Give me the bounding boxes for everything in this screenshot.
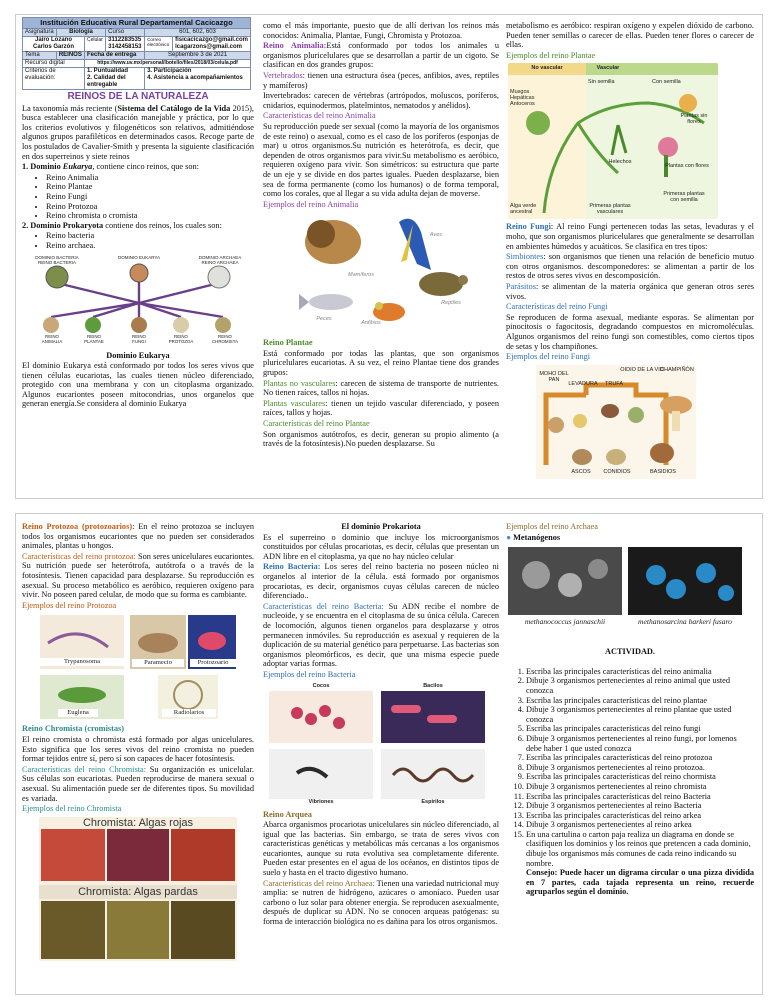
list-item: 13. Escriba las principales características del reino arkea: [526, 811, 754, 821]
label-helechos: Helechos: [608, 159, 632, 166]
label-plantas-con-flores: Plantas con flores: [665, 163, 709, 170]
list-item: • Reino Protozoa: [46, 202, 254, 212]
page1-column-3: [506, 21, 754, 492]
list-item: 14. Dibuje 3 organismos pertenecientes al reino arkea: [526, 820, 754, 830]
criterio-2: 2. Calidad del entregable: [87, 75, 126, 88]
archaea-examples-title: Ejemplos del reino Archaea: [506, 522, 598, 531]
recurso-link[interactable]: https://www.uv.mx/personal/lbotello/files/2018/03/celula.pdf: [85, 60, 251, 68]
document-title: REINOS DE LA NATURALEZA: [67, 91, 209, 102]
animalia-text: Está conformado por todos los animales u organismos pluricelulares que se desarrollan a partir de un cigoto. Se clasifican en dos grandes grupos:: [263, 41, 499, 70]
label-espirilos: Espirilos: [421, 798, 445, 805]
plantas-vasc-label: Plantas vasculares: [263, 398, 326, 408]
protozoa-figure: [38, 613, 238, 721]
archaea-caption-1: methanococcus jannaschii: [524, 617, 606, 627]
label-primeras-semilla: Primeras plantas con semilla: [663, 191, 705, 204]
bacteria-paragraph: [263, 562, 499, 600]
archaea-char-label: Características del reino Archaea:: [263, 878, 375, 888]
list-item: 1. Escriba las principales características del reino animalia: [526, 667, 754, 677]
criterios-label: Criterios de evaluación:: [23, 68, 85, 90]
teachers: Jairo Lozano Carlos Garzón: [23, 37, 85, 52]
curso-label: Curso: [106, 29, 145, 37]
plants-figure: [508, 63, 718, 219]
label-vascular: Vascular: [596, 65, 620, 72]
label-conidios: CONIDIOS: [603, 468, 631, 475]
activity-list: [506, 667, 754, 868]
animalia-title: Reino Animalia:: [263, 41, 327, 51]
archaea-char-paragraph: [263, 879, 499, 927]
plantas-vasculares: [263, 399, 499, 418]
domain1-name: Eukarya: [62, 162, 93, 172]
simbiontes-text: : son organismos que tienen una relación de beneficio mutuo con otros organismos. descomponedores: se alimentan a partir de los restos de otros seres vivos en descomposición.: [506, 252, 754, 281]
label-moho: MOHO DEL PAN: [539, 370, 569, 383]
recurso-label: Recurso digital: [23, 60, 85, 68]
archaea-figure: [506, 545, 744, 629]
page1-column-2: [263, 21, 499, 492]
protozoa-examples-title: Ejemplos del reino Protozoa: [22, 600, 117, 610]
fungi-char-paragraph: Se reproducen de forma asexual, mediante esporas. Se alimentan por pinocitosis o fagocitosis, degradando compuestos en micromoléculas. Algunos organismos del reino fungi son comestibles, como ciertos tipos de setas y los champiñones.: [506, 312, 754, 351]
list-item: 9. Escriba las principales características del reino chormista: [526, 772, 754, 782]
list-item: 4. Dibuje 3 organismos pertenecientes al reino plantae que usted conozca: [526, 705, 754, 724]
label-sin-semilla: Sin semilla: [588, 79, 615, 86]
label-peces: Peces: [316, 316, 332, 323]
label-musgos: Musgos Hepáticas Antoceros: [510, 89, 535, 108]
archaea-caption-2: methanosarcina barkeri fusaro: [638, 617, 732, 627]
label-aves: Aves: [429, 232, 443, 239]
plantae-char-title: Características del reino Plantae: [263, 419, 370, 429]
page1-column-1: [22, 17, 254, 492]
label-cocos: Cocos: [312, 682, 330, 689]
bacteria-figure: [267, 683, 487, 807]
consejo-note: Consejo: Puede hacer un digrama circular o una pizza dividida en 7 partes, cada tajada representa un reino, recuerde agruparlos según el dominio.: [526, 868, 754, 897]
asignatura-value: Biología: [56, 29, 105, 37]
list-item: 6. Dibuje 3 organismos pertenecientes al reino fungi, por lomenos debe haber 1 que usted conozca: [526, 734, 754, 753]
list-item: 12. Dibuje 3 organismos pertenecientes al reino Bacteria: [526, 801, 754, 811]
label-champinon: CHAMPIÑÓN: [660, 366, 694, 373]
label-ascos: ASCOS: [571, 468, 591, 475]
protozoa-title: Reino Protozoa (protozoarios): [22, 522, 133, 531]
list-item: 2. Dibuje 3 organismos pertenecientes al reino animal que usted conozca: [526, 676, 754, 695]
list-item: 10. Dibuje 3 organismos pertenecientes al reino chromista: [526, 782, 754, 792]
fungi-paragraph: [506, 222, 754, 251]
institution-name: Institución Educativa Rural Departamental Cacicazgo: [23, 18, 251, 29]
bacteria-char-text: Su ADN recibe el nombre de nucleoide, y se encuentra en el citoplasma de su única célula. Carecen de locomoción, algunos tienen organelos para desplazarse y otros permanecen inmóviles. Su reproducción es asexual y requieren de la duplicación de su material genético para perpetuarse. Las bacterias son organismos pleomórficos, es decir, que una misma especie puede adoptar varias formas.: [263, 601, 499, 669]
chromista-char-text: Su organización es unicelular. Sus células son eucariotas. Pueden reproducirse de manera sexual o asexual. Su alimentación puede ser de diferentes tipos. Su movilidad es variada.: [22, 764, 254, 803]
fungi-figure: [536, 365, 696, 479]
bacteria-illustration: [267, 683, 487, 807]
list-item: 3. Escriba las principales características del reino plantae: [526, 696, 754, 706]
protozoa-char-label: Características del reino protozoa:: [22, 551, 136, 561]
label-trufa: TRUFA: [604, 380, 624, 387]
prokaryota-paragraph: Es el superreino o dominio que incluye los microorganismos constituidos por células procariotas, es decir, células que presentan un ADN libre en el citoplasma, ya que no hay núcleo celular: [263, 532, 499, 561]
animals-figure: [281, 212, 481, 334]
tree-label-fungi: REINO FUNGI: [132, 333, 146, 344]
archaea-bullet-text: Metanógenos: [513, 532, 561, 542]
plantas-no-vasc-label: Plantas no vasculares: [263, 378, 336, 388]
animalia-paragraph: [263, 41, 499, 70]
prokaryota-kingdom-list: [22, 231, 254, 250]
plantae-char-paragraph: Son organismos autótrofos, es decir, generan su propio alimento (a través de la fotosíntesis).No pueden desplazarse. Su: [263, 429, 499, 449]
protozoa-text: : En el reino protozoa se incluyen todos los organismos eucariontes que no pueden ser considerados animales, plantas u hongos.: [22, 522, 254, 551]
fungi-char-title: Características del reino Fungi: [506, 302, 608, 312]
archaea-paragraph: Abarca organismos procariotas unicelulares sin núcleo diferenciado, al igual que las bacterias. Sin embargo, se trata de seres vivos con características genéticas y metabólicas más cercanas a los organismos eucariontes, aunque su ruta evolutiva sea completamente diferente. Pueden estar presentes en el agua de los océanos, en distintos tipos de suelo y hasta en el tracto digestivo humano.: [263, 820, 499, 878]
prokaryota-title: El dominio Prokariota: [341, 522, 421, 531]
eukarya-paragraph: El dominio Eukarya está conformado por todos los seres vivos que tienen células eucariotas, las cuales tienen núcleo diferenciado, protegido con una membrana y con un citoplasma organizado. Algunos eucariontes poseen mitocondrias, unos organelos que generan energía.Se considera al dominio Eukarya: [22, 361, 254, 409]
tree-label-eukarya: DOMINIO EUKARYA: [117, 254, 161, 260]
label-vibriones: Vibriones: [308, 798, 334, 805]
protozoa-illustration: [38, 613, 238, 721]
bacteria-char-label: Características del reino Bacteria:: [263, 601, 384, 611]
label-no-vascular: No vascular: [531, 65, 563, 72]
eukarya-section-title: Dominio Eukarya: [106, 350, 170, 360]
bacteria-text: Los seres del reino bacteria no poseen núcleo ni organelos al interior de la célula. está formado por organismos procariotas, es decir, organismos cuyas células carecen de núcleo diferenciado..: [263, 562, 499, 601]
label-primeras-vasculares: Primeras plantas vasculares: [589, 203, 631, 216]
fungi-title: Reino Fungi: [506, 222, 551, 232]
page2-column-2: [263, 522, 499, 988]
simbiontes-label: Simbiontes: [506, 252, 544, 262]
list-item: • Reino bacteria: [46, 231, 254, 241]
list-item: 7. Escriba las principales características del reino protozoa: [526, 753, 754, 763]
criterio-1: 1. Puntualidad: [87, 68, 129, 74]
domain-tree-figure: [29, 255, 247, 347]
plantas-no-vasculares: [263, 379, 499, 398]
simbiontes-paragraph: [506, 252, 754, 281]
label-reptiles: Reptiles: [441, 300, 461, 307]
col3-intro: metabolismo es aeróbico: respiran oxígeno y expelen dióxido de carbono. Pueden tener semillas o carecer de ellas. Pueden tener flores o carecer de ellas.: [506, 21, 754, 50]
tree-label-plantae: REINO PLANTAE: [84, 333, 104, 344]
archaea-char-text: Tienen una variedad nutricional muy amplia: se nutren de hidrógeno, azúcares o amoníaco. Pueden usar carbono o luz solar para obtener energía. Se reproducen asexualmente, después de duplicar su ADN. No se conocen arqueas patógenas: su forma de interacción biológica no es dañina para los otros organismos.: [263, 878, 499, 927]
tree-label-bacteria: DOMINIO BACTERIA REINO BACTERIA: [35, 254, 79, 265]
page-1: [15, 14, 763, 499]
label-radiolarios: Radiolarios: [162, 709, 216, 717]
fecha-label: Fecha de entrega: [85, 52, 145, 60]
tema-value: REINOS: [56, 52, 84, 60]
animalia-char-title: Características del reino Animalia: [263, 111, 376, 121]
plantae-examples-title: Ejemplos del reino Plantae: [506, 50, 596, 60]
label-alga-verde: Alga verde ancestral: [510, 203, 537, 216]
animalia-examples-title: Ejemplos del reino Animalia: [263, 199, 359, 209]
label-bacilos: Bacilos: [423, 682, 443, 689]
curso-value: 601, 602, 603: [145, 29, 251, 37]
label-mamiferos: Mamíferos: [348, 272, 374, 279]
label-protozoario: Protozoario: [190, 659, 236, 667]
eukarya-kingdom-list: [22, 173, 254, 221]
chromista-figure: [39, 817, 237, 961]
chromista-char-paragraph: [22, 765, 254, 803]
label-euglena: Euglena: [58, 709, 98, 717]
label-algas-rojas: Chromista: Algas rojas: [82, 816, 194, 829]
label-trypanosoma: Trypanosoma: [40, 658, 124, 666]
tree-label-chromista: REINO CHROMISTA: [211, 333, 239, 344]
list-item: • Reino archaea.: [46, 241, 254, 251]
domain1-label: 1. Dominio: [22, 162, 63, 172]
list-item: 11. Escriba las principales características del reino Bacteria: [526, 792, 754, 802]
tema-label: Tema: [23, 52, 57, 60]
phones: 3112283535 3142458153: [106, 37, 145, 52]
protozoa-paragraph: [22, 522, 254, 551]
emails: fisicacicazgo@gmail.com lcagarzons@gmail.com: [173, 37, 251, 52]
archaea-bullet: [506, 533, 754, 543]
plantae-title: Reino Plantae: [263, 338, 313, 348]
page-2: [15, 513, 763, 995]
criterio-4: 4. Asistencia a acompañamientos: [147, 75, 243, 81]
plantas-vasc-text: : tienen un tejido vascular diferenciado, y poseen raíces, tallos y hojas.: [263, 398, 499, 418]
list-item: • Reino chromista o cromista: [46, 211, 254, 221]
protozoa-char-paragraph: [22, 552, 254, 600]
label-basidios: BASIDIOS: [650, 468, 676, 475]
col2-intro: como el más importante, puesto que de allí derivan los reinos más conocidos: Animalia, Plantae, Fungi, Chromista y Protozoa.: [263, 21, 499, 40]
label-algas-pardas: Chromista: Algas pardas: [39, 885, 237, 899]
celular-label: Celular: [85, 37, 106, 52]
plantae-paragraph: Está conformado por todas las plantas, que son organismos pluricelulares eucariotas. A su vez, el reino Plantae tiene dos grandes grupos:: [263, 348, 499, 378]
chromista-char-label: Características del reino Chromista:: [22, 764, 147, 774]
vertebrados-paragraph: [263, 71, 499, 90]
plantas-no-vasc-text: : carecen de sistema de transporte de nutrientes. No tienen raíces, tallos ni hojas.: [263, 378, 499, 398]
page2-column-1: [22, 522, 254, 988]
list-item: • Reino Plantae: [46, 182, 254, 192]
invertebrados-paragraph: Invertebrados: carecen de vértebras (artrópodos, moluscos, poríferos, cnidarios, equinodermos, platelmintos, nematodos y anélidos).: [263, 91, 499, 110]
chromista-examples-title: Ejemplos del reino Chromista: [22, 804, 122, 814]
page2-column-3: [506, 522, 754, 988]
correo-label: Correo electrónico: [145, 37, 173, 52]
animalia-char-paragraph: Su reproducción puede ser sexual (como la mayoría de los organismos de este reino) o asexual, como es el caso de los poríferos (esponjas de mar) u otros organismos.Su nutrición es heterótrofa, es decir, que dependen de otros organismos para vivir.Su metabolismo es aeróbico, requieren oxígeno para vivir. Son simétricos: su estructura que parte de un eje y se divide en dos partes iguales. Pueden desplazarse, bien sea de forma permanente (como los humanos) o de forma temporal, como los corales, que al llegar a su vida adulta dejan de moverse.: [263, 121, 499, 199]
protozoa-char-text: Son seres unicelulares eucariontes. Su nutrición puede ser heterótrofa, autótrofa o a través de la fotosíntesis. Tienen capacidad para desplazarse. Su reproducción es asexual. Su proceso metabólico es aeróbico, requieren oxígeno para vivir. No poseen pared celular, de modo que su forma es cambiante.: [22, 551, 254, 600]
archaea-title: Reino Arquea: [263, 809, 312, 819]
bullet-icon: ●: [506, 532, 512, 542]
header-table: [22, 17, 251, 90]
intro-text-2: 2015), busca establecer una clasificación manejable y práctica, por lo que los criterios evolutivos y filogenéticos son relativos, admitiéndose algunos grupos parafiléticos en determinados casos. Recoge parte de los postulados de Cavalier-Smith y presenta la siguiente clasificación en dos superreinos y siete reinos: [22, 103, 254, 161]
domain2-label: 2. Dominio Prokaryota: [22, 220, 104, 230]
label-con-semilla: Con semilla: [652, 79, 681, 86]
intro-bold: Sistema del Catálogo de la Vida: [117, 103, 231, 113]
list-item: 8. Dibuje 3 organismos pertenecientes al reino protozoa.: [526, 763, 754, 773]
chromista-title: Reino Chromista (cromistas): [22, 724, 125, 734]
tree-label-archaea: DOMINIO ARCHAEA REINO ARCHAEA: [198, 254, 242, 265]
domain2-rest: contiene dos reinos, los cuales son:: [103, 220, 222, 230]
parasitos-label: Parásitos: [506, 281, 536, 291]
intro-text-1: La taxonomía más reciente (: [22, 103, 118, 113]
list-item: 5. Escriba las principales características del reino fungi: [526, 724, 754, 734]
vertebrados-text: : tienen una estructura ósea (peces, anfibios, aves, reptiles y mamíferos): [263, 70, 499, 90]
fecha-value: Septiembre 3 de 2021: [145, 52, 251, 60]
tree-label-protozoa: REINO PROTOZOA: [168, 333, 194, 344]
activity-title: ACTIVIDAD.: [604, 647, 656, 657]
criterio-3: 3. Participación: [147, 68, 192, 74]
list-item: • Reino Animalia: [46, 173, 254, 183]
label-anfibios: Anfibios: [361, 320, 381, 327]
parasitos-text: : se alimentan de la materia orgánica que generan otros seres vivos.: [506, 281, 754, 301]
label-oidio: OIDIO DE LA VID: [620, 366, 664, 373]
list-item: • Reino Fungi: [46, 192, 254, 202]
bacteria-examples-title: Ejemplos del reino Bacteria: [263, 669, 356, 679]
intro-paragraph: [22, 104, 254, 162]
vertebrados-label: Vertebrados: [263, 70, 303, 80]
domain-2-line: [22, 221, 254, 231]
parasitos-paragraph: [506, 282, 754, 301]
chromista-paragraph: El reino cromista o chromista está formado por algas unicelulares. Esto significa que los seres vivos del reino cromista no pueden formar tejidos entre sí, pero sí son capaces de hacer fotosíntesis.: [22, 734, 254, 764]
tree-label-animalia: REINO ANIMALIA: [41, 333, 63, 344]
bacteria-title: Reino Bacteria:: [263, 562, 321, 572]
label-levadura: LEVADURA: [568, 380, 598, 387]
domain-1-line: [22, 162, 254, 172]
fungi-text: : Al reino Fungi pertenecen todas las setas, levaduras y el moho, que son organismos pluricelulares que generalmente se desarrollan en ambientes húmedos y acuáticos. Se clasifica en tres tipos:: [506, 222, 754, 251]
list-item: 15. En una cartulina o carton paja realiza un diagrama en donde se clasifiquen los dominios y los reinos que pretencen a cada dominio, dibuje los organismos más comunes de cada reino indicando su nombre.: [526, 830, 754, 868]
label-plantas-sin-flores: Plantas sin flores: [680, 113, 708, 126]
label-paramecio: Paramecio: [132, 659, 184, 667]
asignatura-label: Asignatura: [23, 29, 57, 37]
bacteria-char-paragraph: [263, 602, 499, 669]
fungi-examples-title: Ejemplos del reino Fungi: [506, 352, 591, 362]
domain1-rest: , contiene cinco reinos, que son:: [92, 162, 199, 172]
